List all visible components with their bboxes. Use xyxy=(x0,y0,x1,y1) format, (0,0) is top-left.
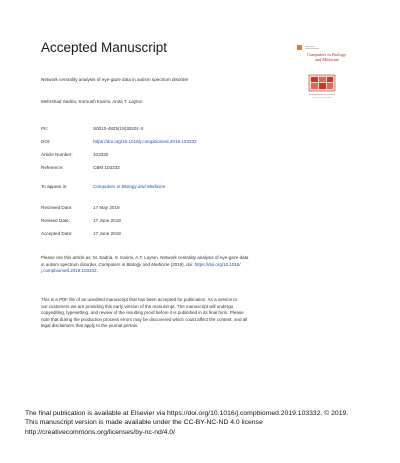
citation-line1: Please cite this article as: M. Sadria, S. Karimi, A.T. Layton, Network centrality analysis of eye-gaze data xyxy=(41,255,249,260)
meta-label-accepted: Accepted Date: xyxy=(41,231,73,236)
meta-value-accepted: 17 June 2019 xyxy=(93,231,121,236)
citation-line2b: (2019), doi: xyxy=(169,261,195,267)
meta-label-received: Received Date: xyxy=(41,205,73,210)
journal-cover xyxy=(285,42,357,104)
meta-label-revised: Revised Date: xyxy=(41,218,70,223)
notice-line: copyediting, typesetting, and review of the resulting proof before it is published in its final form. Please xyxy=(41,310,244,316)
paper-title: Network centrality analysis of eye-gaze data in autism spectrum disorder xyxy=(41,77,189,82)
cover-title-line1: Computers in Biology xyxy=(307,52,347,57)
notice-line: our customers we are providing this early version of the manuscript. The manuscript will undergo xyxy=(41,303,234,309)
license-footer xyxy=(25,409,385,437)
cover-grid xyxy=(309,75,335,91)
meta-label-to-appear: To appear in: xyxy=(41,184,68,189)
meta-value-pii: S0010-4825(19)30201-X xyxy=(93,126,144,131)
meta-label-article-number: Article Number: xyxy=(41,152,73,157)
citation-doi-link-part1[interactable]: https://doi.org/10.1016/ xyxy=(194,261,241,267)
journal-cover-image xyxy=(285,42,357,104)
citation-journal: Computers in Biology and Medicine xyxy=(98,261,170,267)
meta-label-reference: Reference: xyxy=(41,165,64,170)
doi-link[interactable]: https://doi.org/10.1016/j.compbiomed.2019.103332 xyxy=(93,139,197,144)
citation-paragraph xyxy=(41,255,361,275)
page-title: Accepted Manuscript xyxy=(41,40,168,55)
footer-line: This manuscript version is made available under the CC-BY-NC-ND 4.0 license xyxy=(25,419,263,427)
citation-line2a: in autism spectrum disorder, xyxy=(41,261,99,267)
meta-value-revised: 17 June 2019 xyxy=(93,218,121,223)
notice-line: note that during the production process errors may be discovered which could affect the content, and all xyxy=(41,316,248,322)
footer-license-link[interactable]: http://creativecommons.org/licenses/by-nc-nd/4.0/ xyxy=(25,428,175,436)
paper-authors: Mehrshad Sadria, Soroush Karimi, Anita T. Layton xyxy=(41,99,143,104)
meta-value-journal: Computers in Biology and Medicine xyxy=(93,184,166,189)
footer-line: The final publication is available at Elsevier via https://doi.org/10.1016/j.compbiomed.2019.103332. © 2019. xyxy=(25,410,349,417)
meta-label-doi: DOI: xyxy=(41,139,51,144)
meta-value-reference: CBM 103332 xyxy=(93,165,120,170)
notice-paragraph xyxy=(41,297,361,330)
cover-title-line2: and Medicine xyxy=(315,57,340,62)
notice-line: legal disclaimers that apply to the journal pertain. xyxy=(41,323,139,329)
meta-value-received: 17 May 2019 xyxy=(93,205,120,210)
meta-value-article-number: 103332 xyxy=(93,152,109,157)
notice-line: This is a PDF file of an unedited manuscript that has been accepted for publication. As a service to xyxy=(41,297,238,302)
meta-label-pii: PII: xyxy=(41,126,48,131)
citation-doi-link-part2[interactable]: j.compbiomed.2019.103332. xyxy=(41,268,98,274)
